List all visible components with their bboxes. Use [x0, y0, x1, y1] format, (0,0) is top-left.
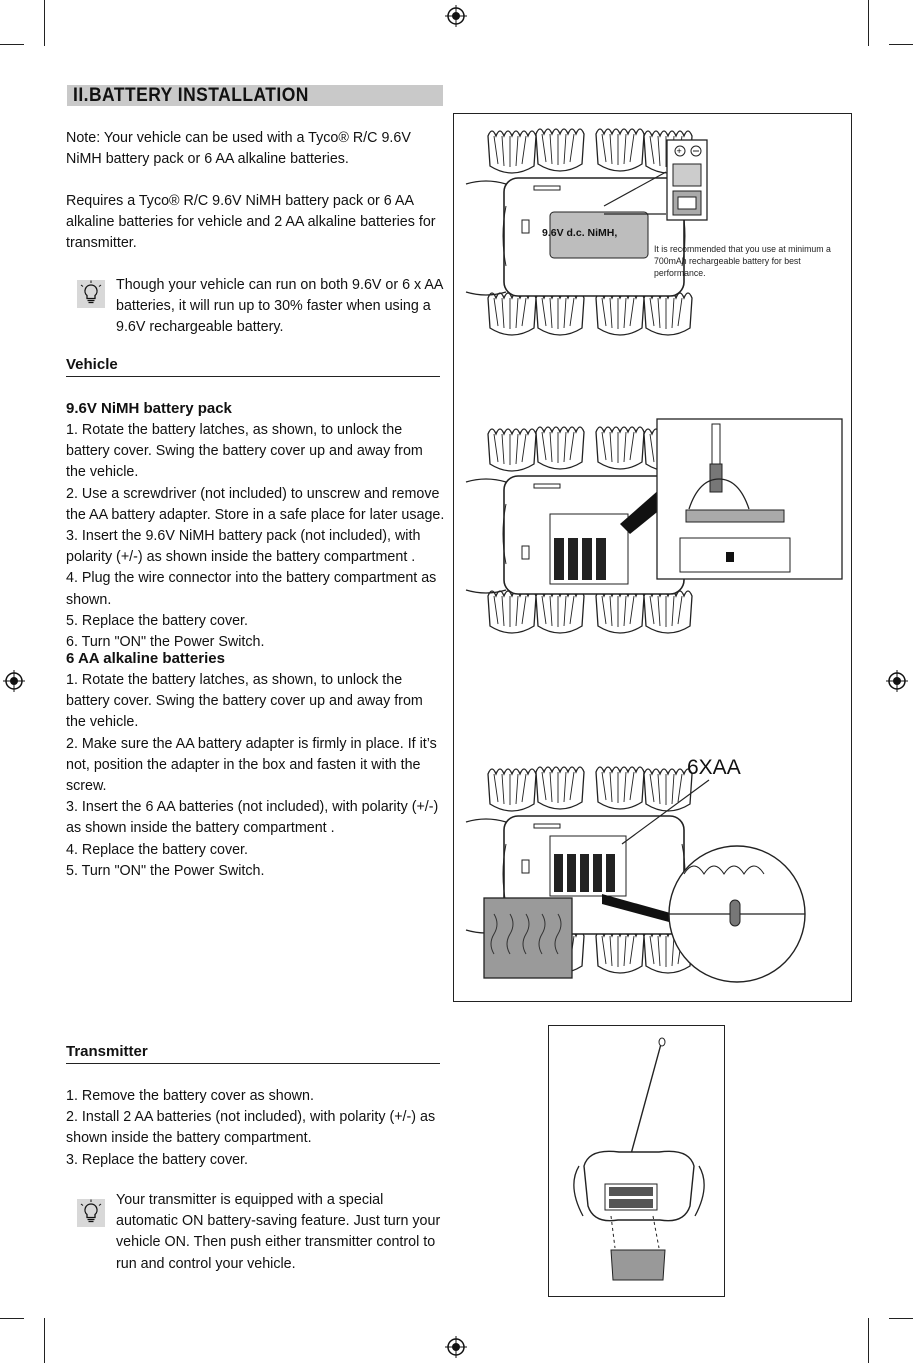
antenna-icon — [631, 1044, 661, 1154]
aa-step: 3. Insert the 6 AA batteries (not included), with polarity (+/-) as shown inside the battery compartment . — [66, 799, 439, 837]
svg-text:+: + — [676, 146, 682, 156]
section-header — [67, 85, 443, 106]
crop-mark — [0, 1318, 24, 1319]
section-title: II.BATTERY INSTALLATION — [73, 85, 309, 106]
vehicle-heading: Vehicle — [66, 356, 440, 377]
aa-step: 5. Turn "ON" the Power Switch. — [66, 862, 265, 879]
nimh-step: 5. Replace the battery cover. — [66, 612, 248, 629]
transmitter-illustration-panel — [548, 1025, 725, 1297]
transmitter-steps — [66, 1086, 446, 1171]
battery-cover — [484, 898, 572, 978]
nimh-step: 3. Insert the 9.6V NiMH battery pack (not included), with polarity (+/-) as shown inside the battery compartment . — [66, 528, 421, 566]
crop-mark — [44, 1318, 45, 1363]
aa-step: 1. Rotate the battery latches, as shown, to unlock the battery cover. Swing the battery cover up and away from the vehicle. — [66, 672, 423, 731]
crop-mark — [0, 44, 24, 45]
transmitter-heading: Transmitter — [66, 1043, 440, 1064]
nimh-step: 2. Use a screwdriver (not included) to unscrew and remove the AA battery adapter. Store in a safe place for later usage. — [66, 485, 445, 523]
crop-mark — [44, 0, 45, 46]
recommendation-note: It is recommended that you use at minimum a 700mAh rechargeable battery for best performance. — [654, 244, 831, 279]
aa-steps — [66, 670, 446, 882]
registration-mark-icon — [886, 670, 908, 692]
crop-mark — [868, 1318, 869, 1363]
aa-step: 2. Make sure the AA battery adapter is firmly in place. If it’s not, position the adapter in the box and fasten it with the screw. — [66, 735, 437, 795]
crop-mark — [889, 44, 913, 45]
aa-count-label: 6XAA — [687, 756, 741, 779]
registration-mark-icon — [3, 670, 25, 692]
aa-step: 4. Replace the battery cover. — [66, 841, 248, 858]
registration-mark-icon — [445, 5, 467, 27]
nimh-step: 4. Plug the wire connector into the battery compartment as shown. — [66, 570, 437, 608]
note-paragraph: Note: Your vehicle can be used with a Tyco® R/C 9.6V NiMH battery pack or 6 AA alkaline batteries. — [66, 130, 411, 168]
battery-pack-label: 9.6V d.c. NiMH, — [542, 227, 618, 239]
requires-paragraph: Requires a Tyco® R/C 9.6V NiMH battery pack or 6 AA alkaline batteries for vehicle and 2 AA alkaline batteries for transmitter. — [66, 193, 436, 252]
intro-requires — [66, 191, 446, 255]
intro-tip: Though your vehicle can run on both 9.6V or 6 x AA batteries, it will run up to 30% faster when using a 9.6V rechargeable battery. — [116, 277, 443, 336]
intro-note — [66, 128, 446, 170]
nimh-step: 1. Rotate the battery latches, as shown, to unlock the battery cover. Swing the battery cover up and away from the vehicle. — [66, 422, 423, 481]
nimh-heading: 9.6V NiMH battery pack — [66, 400, 232, 417]
transmitter-step: 3. Replace the battery cover. — [66, 1151, 248, 1168]
transmitter-battery-cover — [611, 1250, 665, 1280]
registration-mark-icon — [445, 1336, 467, 1358]
vehicle-illustration-panel — [453, 113, 852, 1002]
lightbulb-tip-icon — [76, 279, 106, 309]
transmitter-step: 2. Install 2 AA batteries (not included), with polarity (+/-) as shown inside the battery compartment. — [66, 1109, 436, 1147]
crop-mark — [868, 0, 869, 46]
transmitter-illustration — [549, 1026, 724, 1296]
crop-mark — [889, 1318, 913, 1319]
nimh-step: 6. Turn "ON" the Power Switch. — [66, 634, 265, 651]
nimh-steps — [66, 420, 446, 653]
lightbulb-tip-icon — [76, 1198, 106, 1228]
transmitter-tip: Your transmitter is equipped with a special automatic ON battery-saving feature. Just turn your vehicle ON. Then push either transmitter control to run and control your vehicle. — [116, 1192, 441, 1272]
aa-heading: 6 AA alkaline batteries — [66, 650, 225, 667]
transmitter-step: 1. Remove the battery cover as shown. — [66, 1088, 314, 1104]
